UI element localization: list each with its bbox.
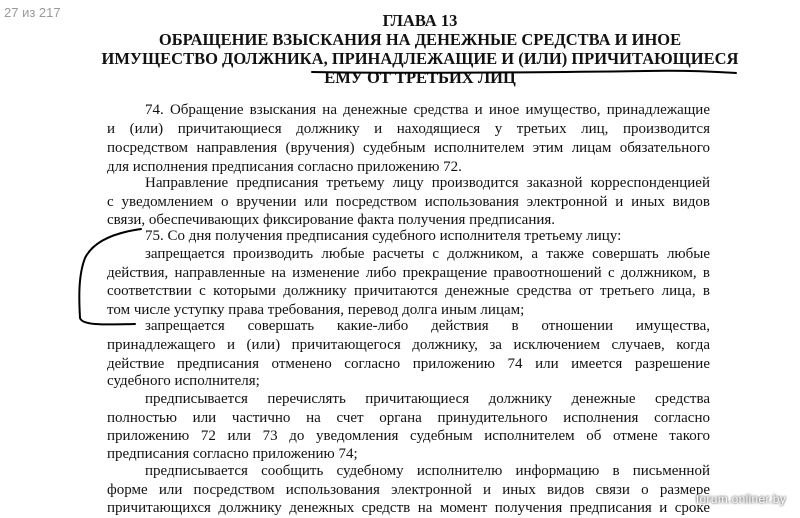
- paragraph-line: Направление предписания третьему лицу производится заказной корреспонденцией: [145, 175, 710, 191]
- paragraph-line: приложению 72 или 73 до уведомления судебным исполнителем об отмене такого: [107, 428, 710, 444]
- paragraph-line: запрещается совершать какие-либо действия в отношении имущества,: [145, 318, 710, 334]
- paragraph-line: том числе уступку права требования, перевод долга иным лицам;: [107, 302, 525, 318]
- paragraph-line: и (или) причитающиеся должнику и находящиеся у третьих лиц, производится: [107, 121, 710, 137]
- paragraph-line: с уведомлением о вручении или посредством использования электронной и иных видов: [107, 194, 710, 210]
- paragraph-line: 74. Обращение взыскания на денежные средства и иное имущество, принадлежащие: [145, 102, 710, 118]
- paragraph-line: причитающихся должнику денежных средств на момент получения предписания и сроке: [107, 500, 710, 516]
- chapter-title-line: ИМУЩЕСТВО ДОЛЖНИКА, ПРИНАДЛЕЖАЩИЕ И (ИЛИ) ПРИЧИТАЮЩИЕСЯ: [101, 49, 739, 68]
- bracket-annotation: [79, 229, 141, 324]
- paragraph-line: посредством направления (вручения) судебным исполнителем этим лицам обязательного: [107, 140, 710, 156]
- paragraph-line: действия, направленные на изменение либо прекращение правоотношений с должником, в: [107, 265, 710, 281]
- chapter-number: ГЛАВА 13: [382, 11, 458, 30]
- paragraph-line: запрещается производить любые расчеты с должником, а также совершать любые: [145, 246, 710, 262]
- chapter-title-line: ЕМУ ОТ ТРЕТЬИХ ЛИЦ: [324, 68, 516, 87]
- paragraph-line: связи, обеспечивающих фиксирование факта получения предписания.: [107, 212, 556, 228]
- paragraph-line: принадлежащего и (или) причитающегося должнику, за исключением случаев, когда: [107, 337, 710, 353]
- paragraph-line: предписания согласно приложению 74;: [107, 446, 358, 462]
- paragraph-line: 75. Со дня получения предписания судебного исполнителя третьему лицу:: [145, 228, 622, 244]
- paragraph-line: судебного исполнителя;: [107, 373, 260, 389]
- paragraph-line: соответствии с которыми должнику причитаются денежные средства от третьего лица, в: [107, 283, 710, 299]
- title-underline-annotation: [312, 71, 736, 73]
- paragraph-line: полностью или частично на счет органа принудительного исполнения согласно: [107, 410, 710, 426]
- paragraph-line: форме или посредством использования электронной и иных видов связи о размере: [107, 482, 710, 498]
- watermark: forum.onliner.by: [695, 492, 786, 506]
- page-counter: 27 из 217: [4, 5, 61, 20]
- paragraph-line: действие предписания отменено согласно приложению 74 или имеется разрешение: [107, 356, 710, 372]
- paragraph-line: предписывается перечислять причитающиеся должнику денежные средства: [145, 391, 710, 407]
- chapter-title-line: ОБРАЩЕНИЕ ВЗЫСКАНИЯ НА ДЕНЕЖНЫЕ СРЕДСТВА И ИНОЕ: [158, 30, 682, 49]
- paragraph-line: предписывается сообщить судебному исполнителю информацию в письменной: [145, 463, 710, 479]
- paragraph-line: для исполнения предписания согласно приложению 72.: [107, 159, 462, 175]
